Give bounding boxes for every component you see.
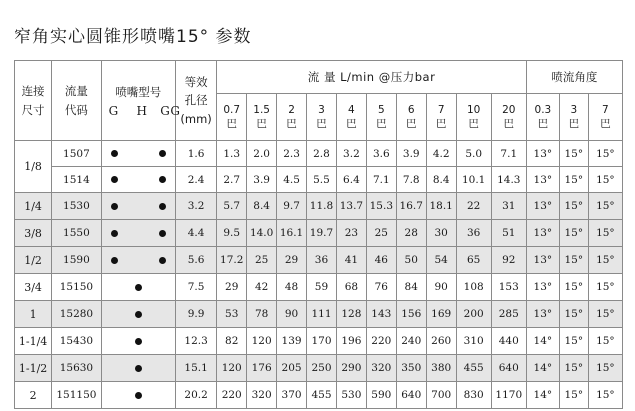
flow-pressure-value: 1.5 [253,103,270,116]
spray-angle-cell: 14° [526,382,559,409]
flow-value-cell: 590 [366,382,396,409]
flow-value-cell: 290 [336,355,366,382]
header-row-1 [15,61,623,94]
flow-value-cell: 14.3 [491,167,526,193]
flow-value-cell: 4.2 [426,141,456,167]
flow-value-cell: 9.5 [217,220,247,247]
flow-value-cell: 530 [336,382,366,409]
orifice-cell: 3.2 [175,193,216,220]
flow-value-cell: 3.6 [366,141,396,167]
model-h-slot [126,362,150,375]
spray-angle-cell: 13° [526,247,559,274]
flow-value-cell: 5.7 [217,193,247,220]
model-gg-slot [150,254,174,267]
table-row [15,328,623,355]
spray-angle-cell: 15° [559,141,588,167]
table-row [15,141,623,167]
spray-angle-cell: 15° [588,355,622,382]
flow-value-cell: 84 [396,274,426,301]
spray-angle-cell: 15° [588,274,622,301]
spray-angle-cell: 15° [588,167,622,193]
filled-circle-icon [159,150,166,157]
bar-unit-label: 巴 [376,118,387,130]
flow-value-cell: 6.4 [336,167,366,193]
flow-value-cell: 15.3 [366,193,396,220]
flow-value-cell: 19.7 [307,220,337,247]
flow-value-cell: 120 [247,328,277,355]
spray-angle-cell: 15° [559,328,588,355]
spray-angle-cell: 14° [526,355,559,382]
bar-unit-label: 巴 [316,118,327,130]
orifice-cell: 9.9 [175,301,216,328]
nozzle-model-cell [101,301,175,328]
spray-angle-cell: 15° [559,355,588,382]
flow-value-cell: 310 [456,328,491,355]
connection-size-cell: 3/8 [15,220,52,247]
angle-pressure-value: 3 [570,103,578,116]
nozzle-model-cell [101,274,175,301]
flow-value-cell: 68 [336,274,366,301]
model-gg-slot [150,173,174,186]
orifice-header-line3: (mm) [180,111,212,126]
connection-size-cell: 1/4 [15,193,52,220]
flow-value-cell: 2.8 [307,141,337,167]
filled-circle-icon [111,203,118,210]
flow-value-cell: 3.9 [396,141,426,167]
bar-unit-label: 巴 [568,118,580,130]
connection-size-header-line1: 连接 [21,84,45,99]
flow-value-cell: 11.8 [307,193,337,220]
connection-size-cell: 1-1/4 [15,328,52,355]
bar-unit-label: 巴 [346,118,357,130]
flow-code-cell: 151150 [52,382,102,409]
flow-value-cell: 90 [426,274,456,301]
flow-value-cell: 7.1 [491,141,526,167]
flow-value-cell: 7.1 [366,167,396,193]
bar-unit-label: 巴 [468,118,479,130]
flow-value-cell: 200 [456,301,491,328]
flow-value-cell: 82 [217,328,247,355]
flow-pressure-header [307,94,337,141]
flow-value-cell: 455 [307,382,337,409]
flow-value-cell: 640 [396,382,426,409]
flow-value-cell: 54 [426,247,456,274]
table-row [15,193,623,220]
connection-size-cell: 1/8 [15,141,52,193]
model-g-slot [102,227,126,240]
flow-value-cell: 640 [491,355,526,382]
flow-value-cell: 29 [277,247,307,274]
flow-value-cell: 2.0 [247,141,277,167]
angle-pressure-value: 0.3 [534,103,552,116]
filled-circle-icon [111,257,118,264]
flow-value-cell: 128 [336,301,366,328]
orifice-cell: 12.3 [175,328,216,355]
flow-value-cell: 4.5 [277,167,307,193]
flow-value-cell: 156 [396,301,426,328]
table-row [15,247,623,274]
filled-circle-icon [135,392,142,399]
filled-circle-icon [159,203,166,210]
flow-rate-header: 流 量 L/min @压力bar [217,61,527,94]
flow-value-cell: 92 [491,247,526,274]
connection-size-cell: 1-1/2 [15,355,52,382]
connection-size-cell: 1/2 [15,247,52,274]
flow-pressure-header [491,94,526,141]
spray-angle-cell: 14° [526,328,559,355]
flow-pressure-value: 6 [407,103,415,116]
orifice-cell: 15.1 [175,355,216,382]
model-g-slot [102,147,126,160]
orifice-cell: 5.6 [175,247,216,274]
flow-pressure-value: 7 [437,103,445,116]
nozzle-model-header [101,61,181,141]
flow-value-cell: 7.8 [396,167,426,193]
flow-pressure-header [366,94,396,141]
flow-value-cell: 260 [426,328,456,355]
spray-angle-cell: 15° [588,247,622,274]
flow-value-cell: 16.1 [277,220,307,247]
flow-value-cell: 3.9 [247,167,277,193]
flow-value-cell: 9.7 [277,193,307,220]
filled-circle-icon [111,150,118,157]
flow-value-cell: 350 [396,355,426,382]
bar-unit-label: 巴 [226,118,237,130]
flow-value-cell: 169 [426,301,456,328]
spray-angle-cell: 15° [588,141,622,167]
nozzle-model-marks [102,173,174,186]
nozzle-model-cell [101,141,175,167]
spray-angle-cell: 15° [588,328,622,355]
flow-value-cell: 196 [336,328,366,355]
orifice-header-line2: 孔径 [184,93,208,108]
nozzle-model-marks [102,147,174,160]
orifice-cell: 7.5 [175,274,216,301]
flow-code-cell: 15630 [52,355,102,382]
nozzle-model-cell [101,382,175,409]
spray-angle-cell: 15° [559,247,588,274]
spray-angle-cell: 15° [559,382,588,409]
model-gg-slot [150,227,174,240]
flow-pressure-value: 2 [288,103,295,116]
nozzle-model-marks [102,227,174,240]
flow-value-cell: 370 [277,382,307,409]
flow-value-cell: 176 [247,355,277,382]
flow-pressure-value: 10 [466,103,481,116]
page-title: 窄角实心圆锥形喷嘴15° 参数 [14,27,252,47]
bar-unit-label: 巴 [256,118,267,130]
table-row [15,382,623,409]
flow-value-cell: 205 [277,355,307,382]
flow-value-cell: 36 [456,220,491,247]
flow-value-cell: 120 [217,355,247,382]
flow-value-cell: 17.2 [217,247,247,274]
model-h-label: H [136,103,148,118]
flow-value-cell: 31 [491,193,526,220]
nozzle-model-marks [102,281,174,294]
flow-pressure-header [336,94,366,141]
model-h-slot [126,281,150,294]
spray-angle-cell: 15° [588,193,622,220]
filled-circle-icon [159,230,166,237]
angle-pressure-value: 7 [602,103,609,116]
flow-code-cell: 1507 [52,141,102,167]
flow-pressure-value: 5 [377,103,385,116]
bar-unit-label: 巴 [600,118,611,130]
flow-value-cell: 18.1 [426,193,456,220]
flow-value-cell: 10.1 [456,167,491,193]
flow-value-cell: 2.7 [217,167,247,193]
flow-value-cell: 65 [456,247,491,274]
nozzle-model-letters [102,104,183,118]
flow-pressure-header [247,94,277,141]
flow-value-cell: 5.5 [307,167,337,193]
flow-value-cell: 42 [247,274,277,301]
table-body [15,141,623,409]
nozzle-model-cell [101,167,175,193]
spray-angle-header: 喷流角度 [526,61,622,94]
model-g-slot [102,254,126,267]
spray-angle-cell: 15° [588,220,622,247]
filled-circle-icon [135,365,142,372]
filled-circle-icon [135,284,142,291]
flow-code-cell: 15150 [52,274,102,301]
nozzle-model-marks [102,335,174,348]
flow-pressure-value: 3 [318,103,325,116]
spray-angle-cell: 15° [588,382,622,409]
flow-code-cell: 1550 [52,220,102,247]
spray-angle-cell: 13° [526,167,559,193]
flow-value-cell: 16.7 [396,193,426,220]
spec-table [14,60,623,409]
flow-pressure-value: 4 [348,103,355,116]
flow-value-cell: 108 [456,274,491,301]
filled-circle-icon [159,176,166,183]
connection-size-header [15,61,52,141]
spray-angle-cell: 13° [526,274,559,301]
model-g-slot [102,173,126,186]
flow-value-cell: 143 [366,301,396,328]
flow-value-cell: 13.7 [336,193,366,220]
model-h-slot [126,335,150,348]
connection-size-cell: 2 [15,382,52,409]
spray-angle-cell: 13° [526,141,559,167]
flow-value-cell: 46 [366,247,396,274]
flow-value-cell: 320 [247,382,277,409]
bar-unit-label: 巴 [503,118,515,130]
table-row [15,274,623,301]
flow-code-cell: 15280 [52,301,102,328]
model-h-slot [126,389,150,402]
flow-value-cell: 59 [307,274,337,301]
flow-pressure-value: 0.7 [223,103,241,116]
flow-code-header [52,61,102,141]
connection-size-cell: 3/4 [15,274,52,301]
flow-value-cell: 23 [336,220,366,247]
spray-angle-cell: 13° [526,220,559,247]
flow-value-cell: 8.4 [247,193,277,220]
flow-value-cell: 1170 [491,382,526,409]
filled-circle-icon [159,257,166,264]
flow-value-cell: 240 [396,328,426,355]
flow-code-cell: 15430 [52,328,102,355]
model-gg-label: GG [160,103,181,118]
filled-circle-icon [111,230,118,237]
flow-value-cell: 153 [491,274,526,301]
nozzle-model-marks [102,200,174,213]
model-h-slot [126,308,150,321]
filled-circle-icon [111,176,118,183]
flow-value-cell: 139 [277,328,307,355]
flow-value-cell: 36 [307,247,337,274]
flow-code-header-line1: 流量 [64,84,88,99]
connection-size-cell: 1 [15,301,52,328]
angle-pressure-header [588,94,622,141]
bar-unit-label: 巴 [286,118,297,130]
bar-unit-label: 巴 [405,118,417,130]
flow-value-cell: 220 [366,328,396,355]
flow-value-cell: 5.0 [456,141,491,167]
filled-circle-icon [135,338,142,345]
orifice-cell: 1.6 [175,141,216,167]
flow-code-cell: 1590 [52,247,102,274]
flow-value-cell: 78 [247,301,277,328]
spray-angle-cell: 15° [559,220,588,247]
flow-code-cell: 1530 [52,193,102,220]
nozzle-model-marks [102,389,174,402]
flow-value-cell: 830 [456,382,491,409]
spray-angle-cell: 13° [526,301,559,328]
table-row [15,355,623,382]
spray-angle-cell: 13° [526,193,559,220]
flow-value-cell: 220 [217,382,247,409]
flow-pressure-header [396,94,426,141]
spray-angle-cell: 15° [559,167,588,193]
filled-circle-icon [135,311,142,318]
flow-code-cell: 1514 [52,167,102,193]
spray-angle-cell: 15° [559,274,588,301]
nozzle-model-cell [101,247,175,274]
flow-value-cell: 700 [426,382,456,409]
flow-value-cell: 30 [426,220,456,247]
flow-value-cell: 250 [307,355,337,382]
flow-value-cell: 380 [426,355,456,382]
model-gg-slot [150,147,174,160]
flow-pressure-header [277,94,307,141]
flow-value-cell: 2.3 [277,141,307,167]
flow-pressure-header [456,94,491,141]
spray-angle-cell: 15° [559,301,588,328]
flow-value-cell: 41 [336,247,366,274]
nozzle-model-cell [101,193,175,220]
spray-angle-cell: 15° [559,193,588,220]
orifice-cell: 2.4 [175,167,216,193]
nozzle-model-marks [102,308,174,321]
flow-value-cell: 455 [456,355,491,382]
table-row [15,220,623,247]
nozzle-model-marks [102,254,174,267]
flow-value-cell: 25 [247,247,277,274]
flow-value-cell: 22 [456,193,491,220]
flow-value-cell: 111 [307,301,337,328]
flow-value-cell: 440 [491,328,526,355]
flow-value-cell: 1.3 [217,141,247,167]
flow-value-cell: 53 [217,301,247,328]
flow-value-cell: 14.0 [247,220,277,247]
flow-value-cell: 90 [277,301,307,328]
nozzle-model-cell [101,328,175,355]
flow-value-cell: 76 [366,274,396,301]
flow-value-cell: 25 [366,220,396,247]
flow-value-cell: 320 [366,355,396,382]
flow-code-header-line2: 代码 [64,102,88,117]
flow-value-cell: 51 [491,220,526,247]
orifice-header [175,61,216,141]
orifice-cell: 4.4 [175,220,216,247]
flow-value-cell: 285 [491,301,526,328]
flow-value-cell: 48 [277,274,307,301]
model-g-slot [102,200,126,213]
bar-unit-label: 巴 [435,118,447,130]
angle-pressure-header [559,94,588,141]
flow-value-cell: 3.2 [336,141,366,167]
angle-pressure-header [526,94,559,141]
table-row [15,167,623,193]
flow-pressure-value: 20 [502,103,516,116]
flow-value-cell: 8.4 [426,167,456,193]
flow-pressure-header [426,94,456,141]
bar-unit-label: 巴 [537,118,549,130]
flow-value-cell: 29 [217,274,247,301]
flow-value-cell: 170 [307,328,337,355]
connection-size-header-line2: 尺寸 [21,102,45,117]
nozzle-model-cell [101,220,175,247]
flow-value-cell: 28 [396,220,426,247]
orifice-header-line1: 等效 [184,74,208,89]
model-gg-slot [150,200,174,213]
flow-value-cell: 50 [396,247,426,274]
model-g-label: G [108,103,119,118]
nozzle-model-marks [102,362,174,375]
table-row [15,301,623,328]
nozzle-model-cell [101,355,175,382]
nozzle-model-title: 喷嘴型号 [115,84,162,99]
orifice-cell: 20.2 [175,382,216,409]
flow-pressure-header [217,94,247,141]
spray-angle-cell: 15° [588,301,622,328]
